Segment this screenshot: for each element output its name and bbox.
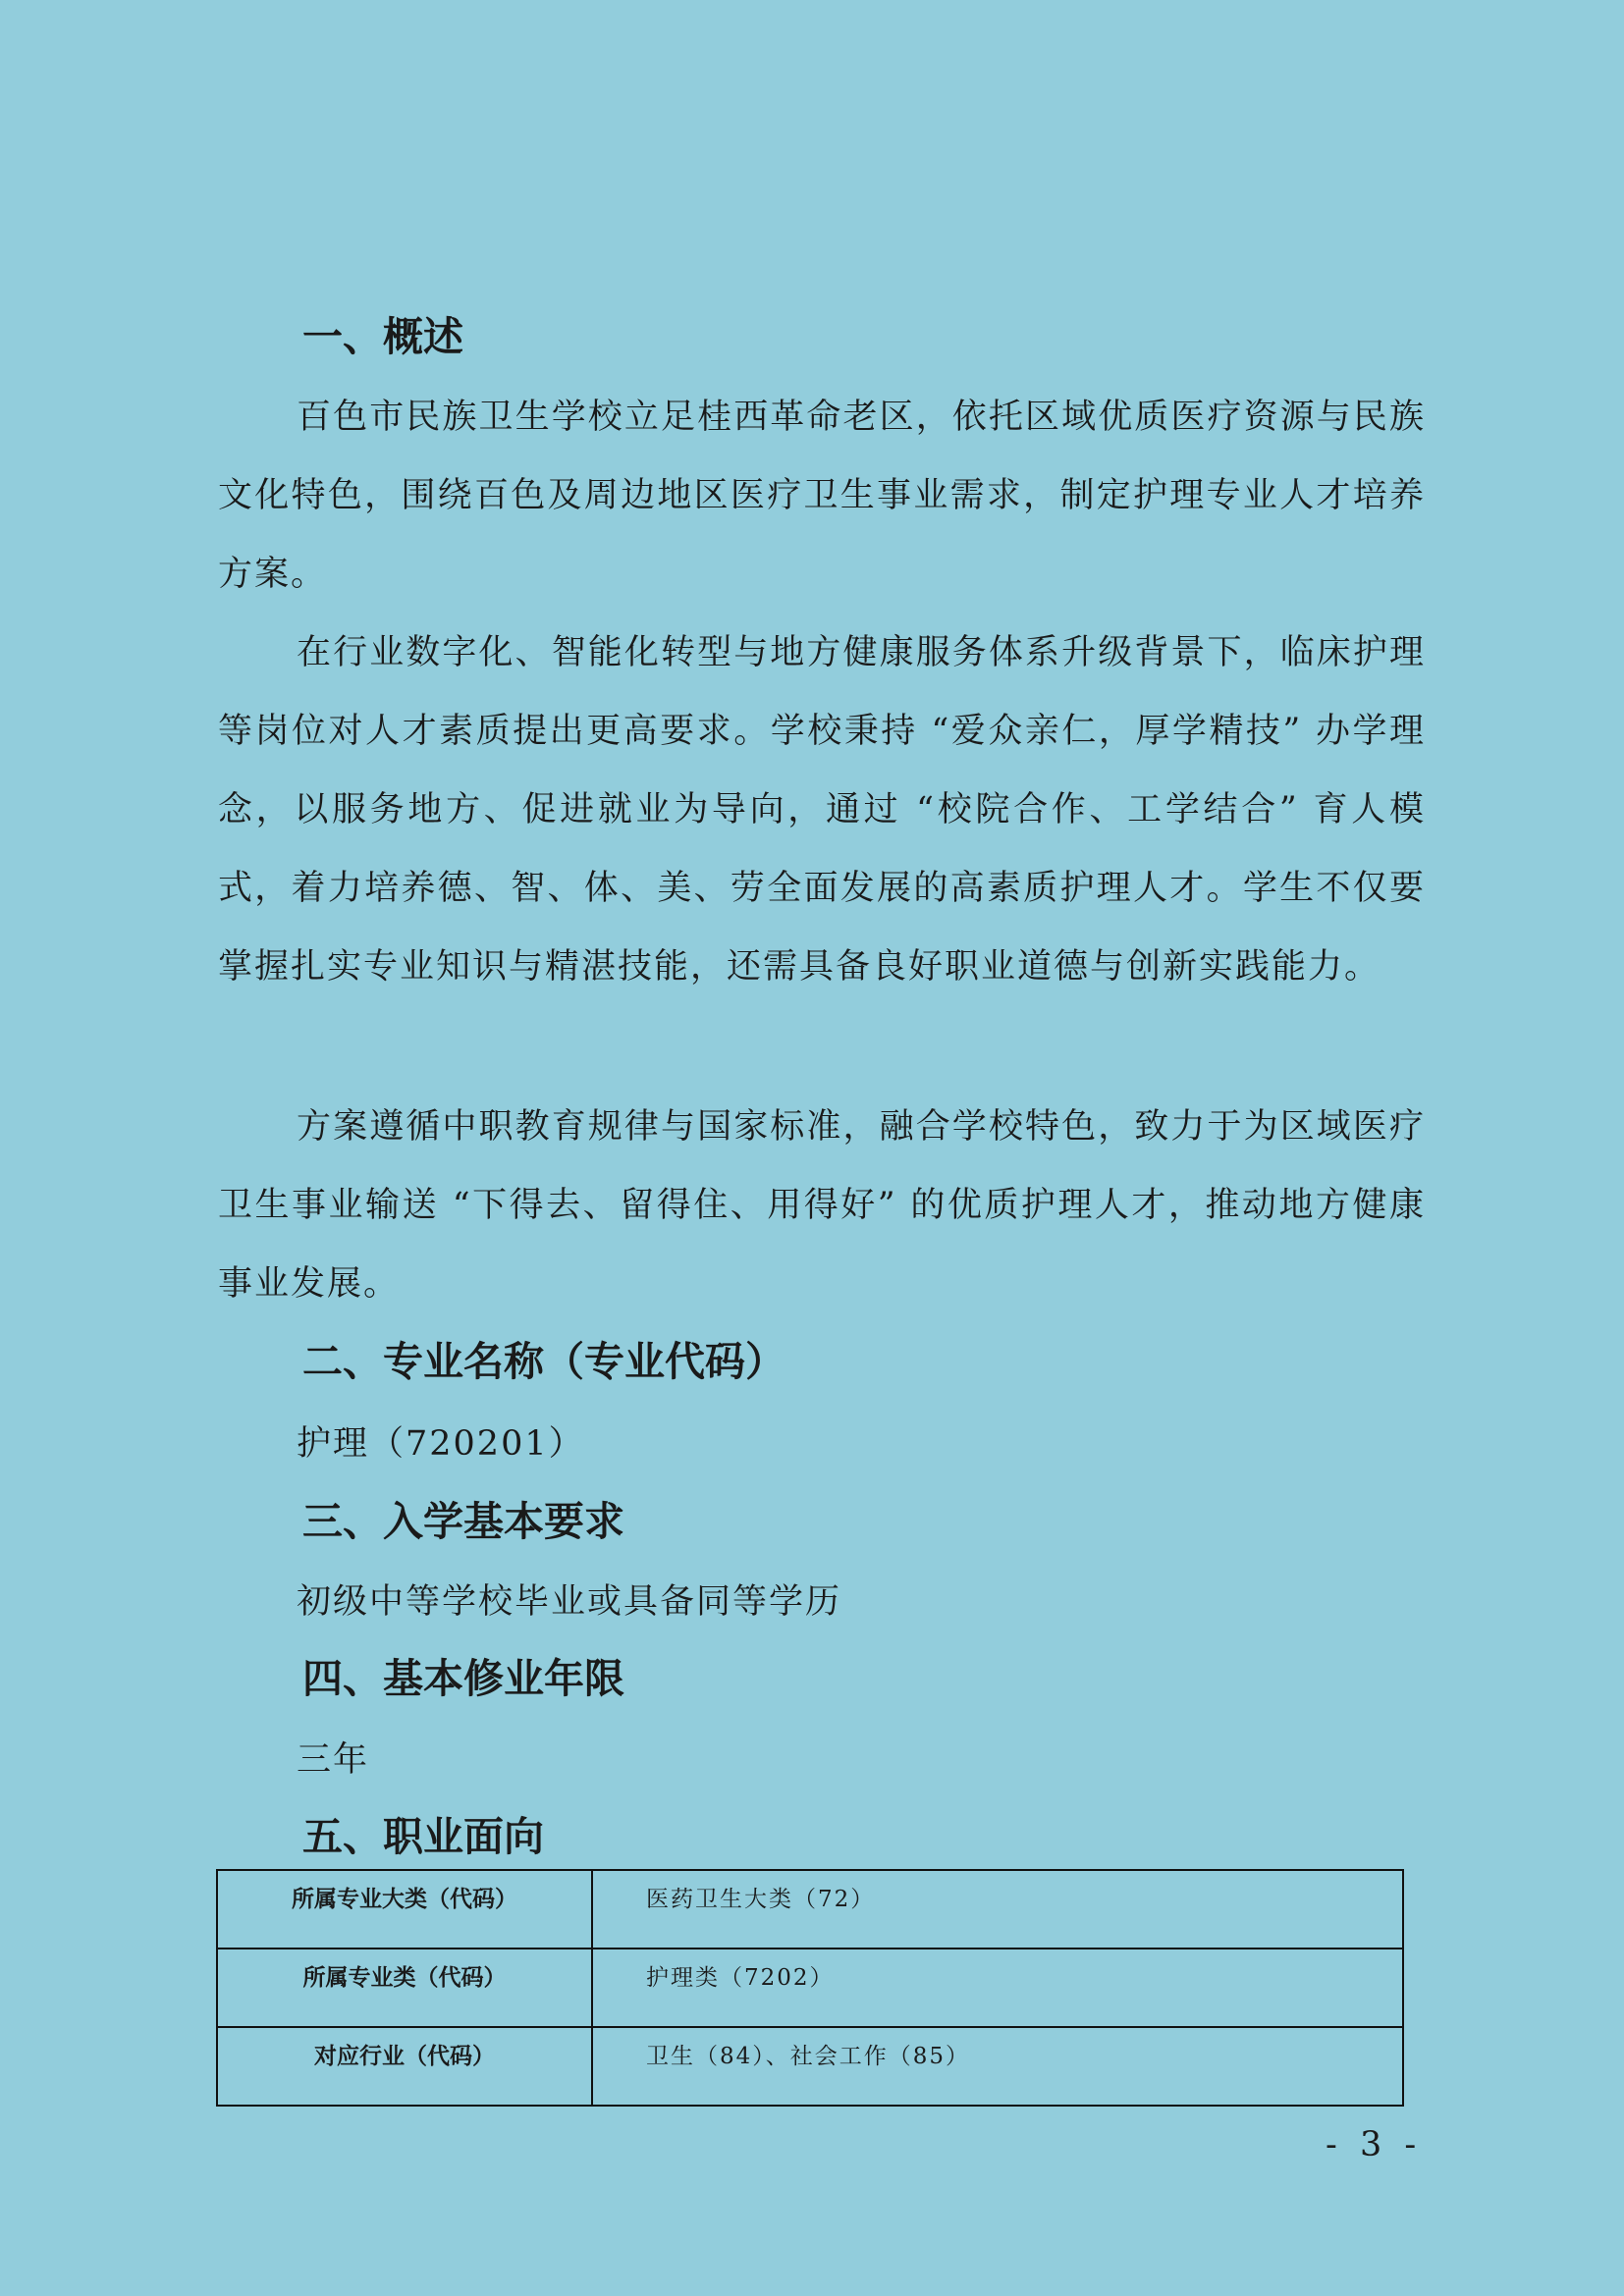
table-row — [217, 1949, 1403, 2027]
page-number: - 3 - — [1326, 2125, 1423, 2164]
overview-paragraph-2: 在行业数字化、智能化转型与地方健康服务体系升级背景下，临床护理等岗位对人才素质提出更高要求。学校秉持 “爱众亲仁，厚学精技” 办学理念，以服务地方、促进就业为导向，通过 “校院合作、工学结合” 育人模式，着力培养德、智、体、美、劳全面发展的高素质护理人才。学生不仅要掌握扎实专业知识与精湛技能，还需具备良好职业道德与创新实践能力。 — [218, 633, 1426, 987]
section-heading-duration: 四、基本修业年限 — [302, 1655, 624, 1702]
section-heading-career: 五、职业面向 — [302, 1813, 544, 1860]
section-heading-overview: 一、概述 — [302, 313, 463, 360]
major-content: 护理（720201） — [297, 1424, 585, 1464]
table-cell-value: 医药卫生大类（72） — [592, 1870, 1403, 1949]
duration-content: 三年 — [297, 1740, 370, 1780]
section-heading-major: 二、专业名称（专业代码） — [302, 1338, 785, 1385]
table-cell-label: 对应行业（代码） — [217, 2027, 592, 2106]
table-cell-label: 所属专业大类（代码） — [217, 1870, 592, 1949]
section-heading-admission: 三、入学基本要求 — [302, 1498, 624, 1545]
table-cell-value: 护理类（7202） — [592, 1949, 1403, 2027]
admission-content: 初级中等学校毕业或具备同等学历 — [297, 1582, 842, 1622]
overview-paragraph-3: 方案遵循中职教育规律与国家标准，融合学校特色，致力于为区域医疗卫生事业输送 “下得去、留得住、用得好” 的优质护理人才，推动地方健康事业发展。 — [218, 1107, 1426, 1304]
table-cell-value: 卫生（84）、社会工作（85） — [592, 2027, 1403, 2106]
table-row — [217, 2027, 1403, 2106]
career-table — [216, 1869, 1404, 2107]
table-cell-label: 所属专业类（代码） — [217, 1949, 592, 2027]
table-row — [217, 1870, 1403, 1949]
overview-paragraph-1: 百色市民族卫生学校立足桂西革命老区，依托区域优质医疗资源与民族文化特色，围绕百色及周边地区医疗卫生事业需求，制定护理专业人才培养方案。 — [218, 398, 1426, 594]
